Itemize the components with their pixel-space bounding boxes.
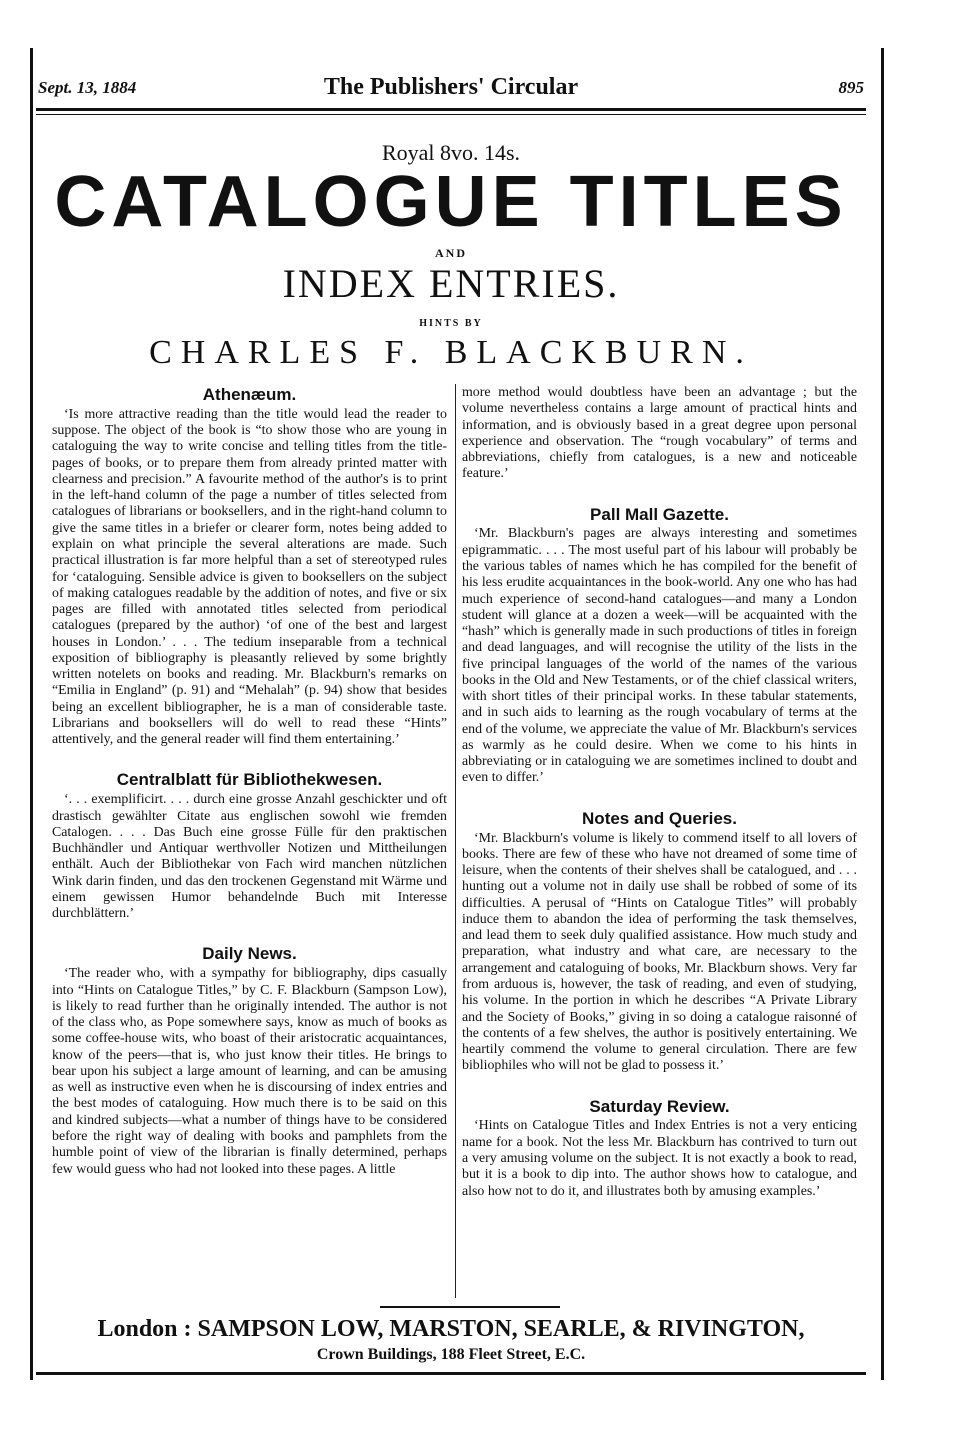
review-notes-and-queries xyxy=(462,809,857,1075)
review-text: ‘. . . exemplificirt. . . . durch eine grosse Anzahl geschickter und oft drastisch gewählter Citate aus englischen sowohl wie fremden Catalogen. . . . Das Buch eine grosse Fülle für den praktischen Buchhändler und Antiquar werthvoller Notizen und Mittheilungen enthält. Auch der Bibliothekar von Fach wird manchen nützlichen Wink darin finden, und das den trockenen Gegenstand mit Wärme und einem gewissen Humor behandelnde Buch mit Interesse durchblättern.’ xyxy=(52,792,447,922)
publisher-address: Crown Buildings, 188 Fleet Street, E.C. xyxy=(316,1346,586,1363)
author-name: CHARLES F. BLACKBURN. xyxy=(149,334,753,371)
review-source: Notes and Queries. xyxy=(582,808,737,828)
header-rule xyxy=(36,108,866,111)
hints-by: HINTS BY xyxy=(419,318,483,329)
footer-rule xyxy=(36,1372,866,1375)
footer-divider xyxy=(380,1306,560,1308)
column-divider xyxy=(455,384,456,1298)
review-source: Daily News. xyxy=(202,944,297,964)
review-text: ‘Mr. Blackburn's volume is likely to commend itself to all lovers of books. There are few of these who have not dreamed of some time of leisure, when the contents of their shelves shall be catalogued, and . . . hunting out a volume not in daily use shall be robbed of some of its difficulties. A perusal of “Hints on Catalogue Titles” will probably induce them to abandon the idea of performing the task themselves, and lead them to seek duly qualified assistance. How much study and preparation, what industry and what care, are necessary to the arrangement and cataloguing of books, Mr. Blackburn shows. Very far from arduous is, however, the task of reading, and even of studying, his volume. In the portion in which he describes “A Private Library and the Society of Books,” giving in so doing a catalogue raisonné of the contents of a few shelves, the author is positively entertaining. We heartily commend the volume to general circulation. There are few bibliophiles who will not be glad to possess it.’ xyxy=(462,830,857,1074)
review-source: Centralblatt für Bibliothekwesen. xyxy=(116,770,383,790)
header-rule-thin xyxy=(36,114,866,115)
format-price: Royal 8vo. 14s. xyxy=(381,140,521,165)
review-saturday-review xyxy=(462,1097,857,1200)
advert-title: CATALOGUE TITLES xyxy=(54,162,848,242)
review-text: ‘Hints on Catalogue Titles and Index Entries is not a very enticing name for a book. Not the less Mr. Blackburn has contrived to turn out a very amusing volume on the subject. It is not exactly a book to read, but it is a book to dip into. The author shows how to catalogue, and also how not to do it, and illustrates both by amusing examples.’ xyxy=(462,1118,857,1199)
review-text: ‘Mr. Blackburn's pages are always interesting and sometimes epigrammatic. . . . The most useful part of his labour will probably be the various tables of names which he has compiled for the benefit of his less erudite acquaintances in the book-world. Any one who has had much experience of second-hand catalogues—and many a London student will glance at a dozen a week—will be acquainted with the “hash” which is generally made in such productions of titles in foreign and dead languages, and will recognise the utility of the lists in the five principal languages of the world of the names of the various books in the Old and New Testaments, or of the chief classical writers, with short titles of their principal works. In these tabular statements, and in such aids to learning as the rough vocabulary of terms at the end of the volume, we appreciate the value of Mr. Blackburn's services as warmly as he could desire. When we come to his hints in abbreviating or in cataloguing we are sometimes inclined to doubt and even to differ.’ xyxy=(462,526,857,786)
running-header xyxy=(36,74,866,102)
advert-subtitle: INDEX ENTRIES. xyxy=(282,261,620,306)
header-date: Sept. 13, 1884 xyxy=(38,78,137,97)
page-number: 895 xyxy=(838,78,864,97)
review-daily-news-continued xyxy=(462,385,857,483)
review-text: ‘Is more attractive reading than the title would lead the reader to suppose. The object of the book is “to show those who are young in cataloguing the way to write concise and telling titles from the title-pages of books, or to prepare them from already printed matter with clearness and precision.” A favourite method of the author's is to print in the left-hand column of the page a number of titles selected from catalogues of librarians or booksellers, and in the right-hand column to give the same titles in a briefer or clearer form, notes being added to explain on what principle the several alterations are made. Such practical illustration is far more helpful than a set of stereotyped rules for ‘cataloguing. Sensible advice is given to booksellers on the subject of making catalogues readable by the addition of notes, and five or six pages are filled with annotated titles selected from periodical catalogues (prepared by the author) ‘of one of the best and largest houses in London.’ . . . The tedium inseparable from a technical exposition of bibliography is pleasantly relieved by some brightly written notelets on books and reading. Mr. Blackburn's remarks on “Emilia in England” (p. 91) and “Mehalah” (p. 94) show that besides being an excellent bibliographer, he is a man of considerable taste. Librarians and booksellers will do well to read these “Hints” attentively, and the general reader will find them entertaining.’ xyxy=(52,406,447,748)
review-pall-mall-gazette xyxy=(462,505,857,787)
right-column xyxy=(462,385,857,1200)
advert-and: AND xyxy=(435,246,467,260)
review-text: more method would doubtless have been an advantage ; but the volume nevertheless contains a large amount of practical hints and information, and is obviously based in a great degree upon personal experience and observation. The “rough vocabulary” of terms and abbreviations, chiefly from catalogues, is a new and noticeable feature.’ xyxy=(462,385,857,482)
review-source: Pall Mall Gazette. xyxy=(590,504,729,524)
review-daily-news xyxy=(52,944,447,1177)
review-athenaeum xyxy=(52,385,447,748)
review-text: ‘The reader who, with a sympathy for bibliography, dips casually into “Hints on Catalogue Titles,” by C. F. Blackburn (Sampson Low), is likely to read further than he originally intended. The author is not of the class who, as Pope somewhere says, know as much of books as some coffee-house wits, who boast of their aristocratic acquaintances, know of the peers—that is, who just know their titles. He brings to bear upon his subject a large amount of learning, and can be amusing as well as instructive even when he is discoursing of index entries and the best modes of cataloguing. How much there is to be said on this and kindred subjects—what a number of things have to be considered before the right way of dealing with books and pamphlets from the humble point of view of the librarian is finally determined, perhaps few would guess who had not looked into these pages. A little xyxy=(52,966,447,1177)
left-column xyxy=(52,385,447,1178)
review-source: Athenæum. xyxy=(202,385,297,404)
journal-title: The Publishers' Circular xyxy=(323,74,579,100)
review-source: Saturday Review. xyxy=(589,1096,730,1116)
review-centralblatt xyxy=(52,770,447,922)
publisher-imprint: London : SAMPSON LOW, MARSTON, SEARLE, & RIVINGTON, xyxy=(97,1316,805,1342)
